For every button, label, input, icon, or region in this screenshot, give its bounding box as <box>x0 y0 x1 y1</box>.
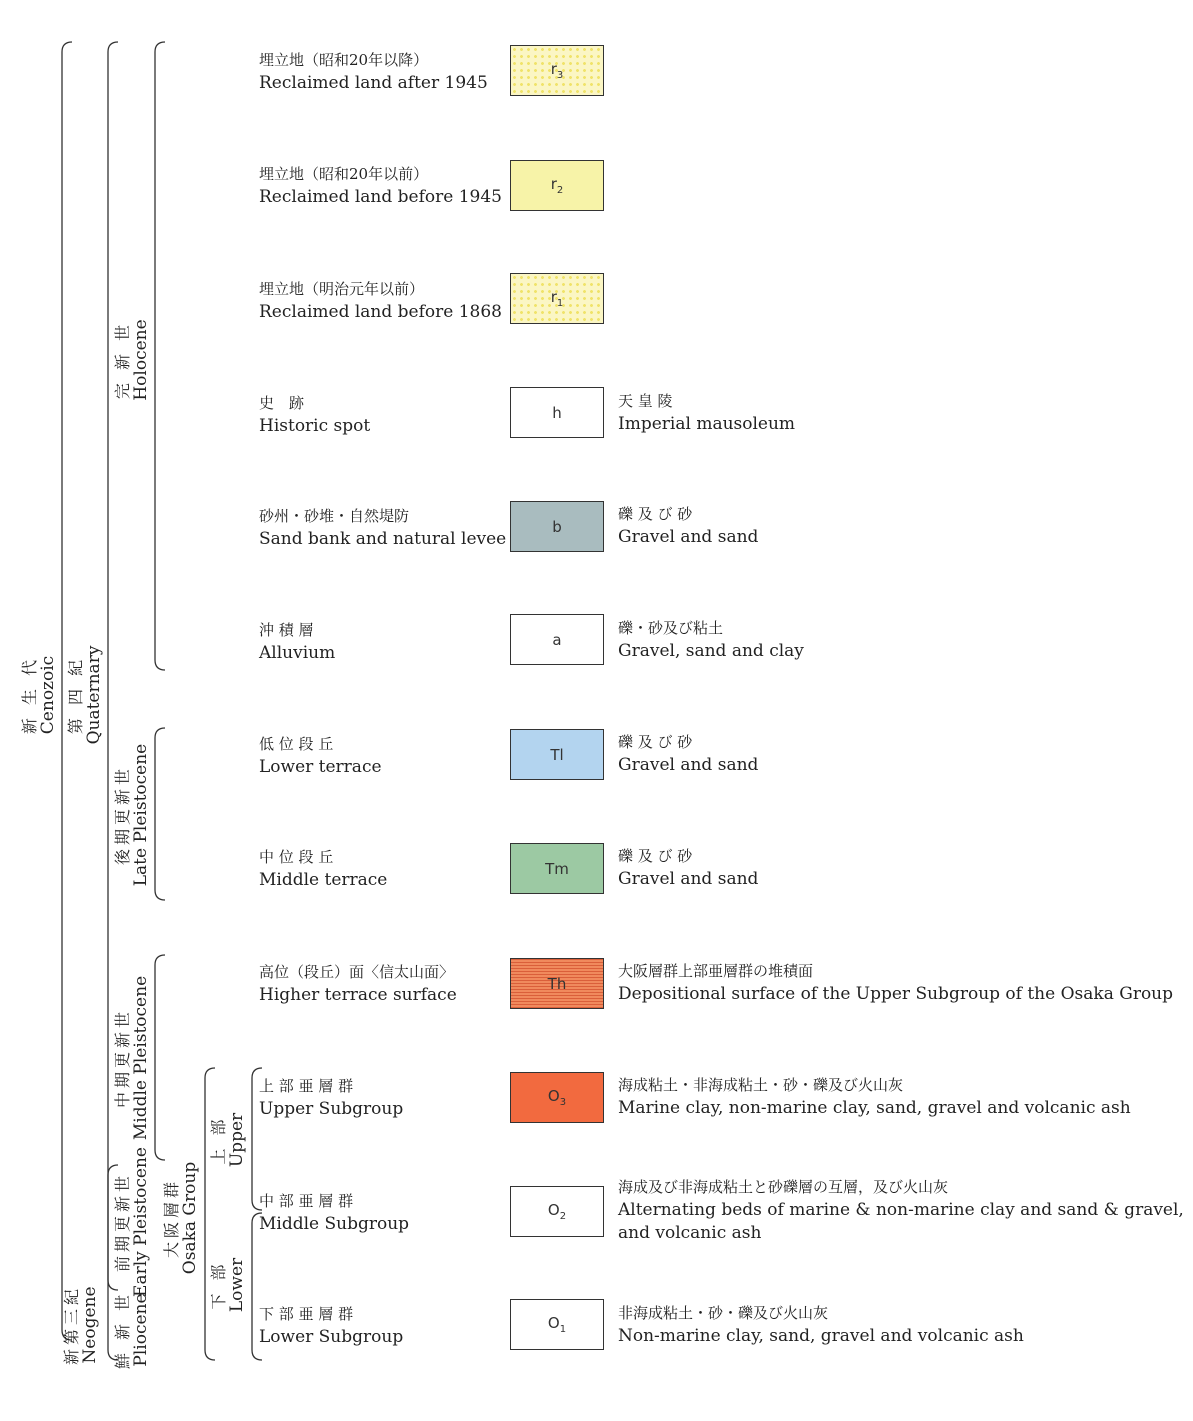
osaka-group-label: 大阪層群 Osaka Group <box>162 1161 201 1275</box>
unit-symbol: b <box>552 517 562 536</box>
unit-description: 礫 及 び 砂 Gravel and sand <box>618 505 759 547</box>
unit-swatch <box>510 614 604 665</box>
unit-name: 下 部 亜 層 群 Lower Subgroup <box>259 1305 404 1347</box>
lower-label: 下 部 Lower <box>209 1257 248 1313</box>
era-early-pleistocene: 前期更新世 Early Pleistocene <box>113 1147 152 1297</box>
unit-name: 史 跡 Historic spot <box>259 394 371 436</box>
unit-name: 中 部 亜 層 群 Middle Subgroup <box>259 1192 410 1234</box>
unit-symbol-subscript: 1 <box>556 298 564 309</box>
era-middle-pleistocene: 中期更新世 Middle Pleistocene <box>113 975 152 1141</box>
unit-description: 海成及び非海成粘土と砂礫層の互層，及び火山灰 Alternating beds of marine & non-marine clay and sand & gravel, and volcanic ash <box>618 1178 1184 1243</box>
unit-swatch <box>510 387 604 438</box>
era-neogene: 新第三紀 Neogene <box>62 1284 101 1366</box>
unit-swatch <box>510 843 604 894</box>
unit-symbol: Th <box>547 974 567 993</box>
late-pleistocene-bracket <box>155 728 165 900</box>
unit-symbol: $r_2$ <box>550 175 564 196</box>
osaka-group-bracket <box>205 1068 215 1360</box>
unit-symbol-subscript: 1 <box>559 1324 567 1335</box>
unit-swatch <box>510 501 604 552</box>
unit-description: 礫・砂及び粘土 Gravel, sand and clay <box>618 619 804 661</box>
unit-symbol-subscript: 3 <box>556 70 564 81</box>
era-pliocene: 鮮 新 世 Pliocene <box>113 1290 152 1370</box>
era-late-pleistocene: 後期更新世 Late Pleistocene <box>113 743 152 887</box>
unit-description: 海成粘土・非海成粘土・砂・礫及び火山灰 Marine clay, non-marine clay, sand, gravel and volcanic ash <box>618 1076 1131 1118</box>
unit-swatch <box>510 160 604 211</box>
unit-swatch <box>510 273 604 324</box>
unit-swatch <box>510 1186 604 1237</box>
unit-symbol: Tl <box>550 745 564 764</box>
unit-description: 大阪層群上部亜層群の堆積面 Depositional surface of the Upper Subgroup of the Osaka Group <box>618 962 1174 1004</box>
unit-name: 高位（段丘）面〈信太山面〉 Higher terrace surface <box>259 963 457 1005</box>
unit-name: 中 位 段 丘 Middle terrace <box>259 848 388 890</box>
unit-name: 上 部 亜 層 群 Upper Subgroup <box>259 1077 404 1119</box>
unit-symbol: $O_1$ <box>547 1314 567 1335</box>
unit-symbol-subscript: 2 <box>556 185 564 196</box>
upper-label: 上 部 Upper <box>209 1112 248 1168</box>
unit-name: 沖 積 層 Alluvium <box>259 621 336 663</box>
unit-swatch <box>510 1072 604 1123</box>
unit-symbol: $r_3$ <box>550 60 564 81</box>
unit-swatch <box>510 729 604 780</box>
unit-name: 埋立地（昭和20年以降） Reclaimed land after 1945 <box>259 51 488 93</box>
unit-symbol-subscript: 2 <box>559 1211 567 1222</box>
era-quaternary: 第 四 紀 Quaternary <box>66 645 105 745</box>
era-cenozoic: 新 生 代 Cenozoic <box>20 655 59 735</box>
unit-symbol: Tm <box>545 859 569 878</box>
unit-symbol: $r_1$ <box>550 288 564 309</box>
unit-name: 低 位 段 丘 Lower terrace <box>259 735 382 777</box>
unit-description: 礫 及 び 砂 Gravel and sand <box>618 733 759 775</box>
unit-description: 天 皇 陵 Imperial mausoleum <box>618 392 796 434</box>
unit-swatch <box>510 958 604 1009</box>
unit-swatch <box>510 1299 604 1350</box>
unit-description: 非海成粘土・砂・礫及び火山灰 Non-marine clay, sand, gravel and volcanic ash <box>618 1304 1024 1346</box>
unit-symbol: $O_2$ <box>547 1201 567 1222</box>
unit-swatch <box>510 45 604 96</box>
middle-pleistocene-bracket <box>155 955 165 1160</box>
unit-symbol: a <box>552 630 562 649</box>
unit-symbol: h <box>552 403 562 422</box>
unit-name: 埋立地（明治元年以前） Reclaimed land before 1868 <box>259 280 502 322</box>
unit-symbol: $O_3$ <box>547 1087 567 1108</box>
unit-description: 礫 及 び 砂 Gravel and sand <box>618 847 759 889</box>
holocene-bracket <box>155 42 165 670</box>
unit-symbol-subscript: 3 <box>559 1097 567 1108</box>
unit-name: 砂州・砂堆・自然堤防 Sand bank and natural levee <box>259 507 507 549</box>
unit-name: 埋立地（昭和20年以前） Reclaimed land before 1945 <box>259 165 502 207</box>
era-holocene: 完 新 世 Holocene <box>113 319 152 401</box>
